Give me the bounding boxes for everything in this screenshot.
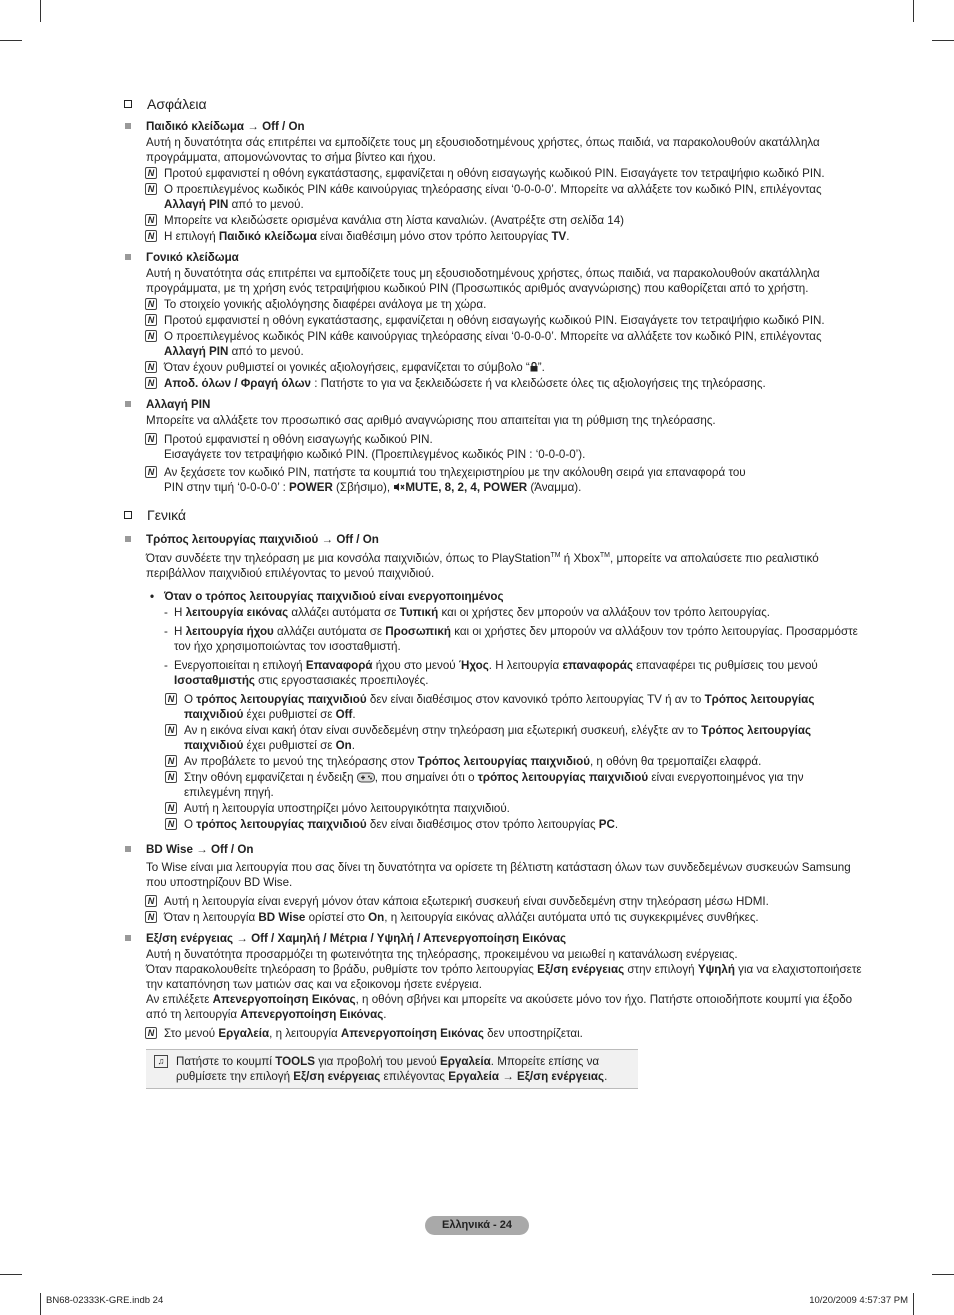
note-bold: On <box>335 739 352 752</box>
subsection-title: Αλλαγή PIN <box>146 398 211 411</box>
note-bold: Τρόπος λειτουργίας παιχνιδιού <box>417 755 590 768</box>
note-text: . <box>614 818 619 831</box>
note-text: Προτού εμφανιστεί η οθόνη εισαγωγής κωδικού PIN. <box>164 433 433 446</box>
dash-marker: - <box>164 625 168 638</box>
note <box>122 182 862 212</box>
note <box>122 360 862 375</box>
dash-item <box>122 624 862 654</box>
dash-text: Η <box>174 606 186 619</box>
note-icon: N <box>145 433 157 445</box>
note-icon: N <box>165 802 177 814</box>
dash-bold: λειτουργία ήχου <box>185 625 274 638</box>
note-bold: POWER <box>289 481 333 494</box>
dash-text: και οι χρήστες δεν μπορούν να αλλάξουν τον τρόπο λειτουργίας. Προσαρμόστε τον ήχο χρησιμοποιώντας τον ισοσταθμιστή. <box>174 625 858 653</box>
dash-text: Ενεργοποιείται η επιλογή <box>174 659 306 672</box>
note <box>122 376 862 391</box>
dash-item <box>122 605 862 620</box>
paragraph-bold: Υψηλή <box>697 963 735 976</box>
note-icon: N <box>165 771 177 783</box>
paragraph-text: Αυτή η δυνατότητα προσαρμόζει τη φωτεινότητα της τηλεόρασης, προκειμένου να μειωθεί η κατανάλωση ενέργειας. <box>146 948 738 961</box>
note-bold: Αποδ. όλων / Φραγή όλων <box>164 377 311 390</box>
note-text: Αυτή η λειτουργία υποστηρίζει μόνο λειτουργικότητα παιχνιδιού. <box>184 802 510 815</box>
square-bullet-icon <box>125 401 131 407</box>
paragraph <box>122 551 862 581</box>
tip-text: . <box>604 1070 608 1083</box>
paragraph: Μπορείτε να αλλάξετε τον προσωπικό σας αριθμό αναγνώρισης που απαιτείται για τη ρύθμιση της τηλεόρασης. <box>146 414 716 427</box>
dash-text: . Η λειτουργία <box>488 659 563 672</box>
tip-text: Πατήστε το κουμπί <box>176 1055 276 1068</box>
note <box>122 910 862 925</box>
section-heading-general <box>122 506 862 524</box>
note-text: Το στοιχείο γονικής αξιολόγησης διαφέρει ανάλογα με τη χώρα. <box>164 298 487 311</box>
dash-text: στις εργοστασιακές προεπιλογές. <box>254 674 429 687</box>
crop-mark <box>932 40 954 41</box>
subsection-bd-wise <box>122 842 862 857</box>
tip-text: επιλέγοντας <box>380 1070 449 1083</box>
note-icon: N <box>145 314 157 326</box>
paragraph: Το Wise είναι μια λειτουργία που σας δίνει τη δυνατότητα να ορίσετε τη βέλτιστη κατάσταση όλων των συνδεδεμένων συσκευών Samsung που υποστηρίζουν BD Wise. <box>146 861 851 889</box>
square-bullet-icon <box>125 536 131 542</box>
note-text: έχει ρυθμιστεί σε <box>243 739 336 752</box>
subsection-title: BD Wise → Off / On <box>146 843 254 856</box>
gamepad-icon <box>357 772 375 783</box>
subsection-child-lock <box>122 119 862 134</box>
note-text: Ο προεπιλεγμένος κωδικός PIN κάθε καινούργιας τηλεόρασης είναι ‘0-0-0-0’. Μπορείτε να αλλάξετε τον κωδικό PIN, επιλέγοντας <box>164 330 822 343</box>
note-icon: N <box>145 330 157 342</box>
note-icon: N <box>145 895 157 907</box>
paragraph-text: στην επιλογή <box>624 963 698 976</box>
note-text: Προτού εμφανιστεί η οθόνη εγκατάστασης, εμφανίζεται η οθόνη εισαγωγής κωδικού PIN. Εισαγάγετε τον τετραψήφιο κωδικό PIN. <box>164 167 825 180</box>
padlock-icon <box>530 362 538 372</box>
note-bold: Τρόπος λειτουργίας παιχνιδιού <box>184 724 812 752</box>
paragraph-text: , μπορείτε να απολαύσετε πιο ρεαλιστικό περιβάλλον παιχνιδιού επιλέγοντας το μενού παιχνιδιού. <box>146 552 819 580</box>
note-text: είναι διαθέσιμη μόνο στον τρόπο λειτουργίας <box>316 230 552 243</box>
note <box>122 313 862 328</box>
manual-page-content <box>122 95 862 1089</box>
note <box>122 1026 862 1041</box>
note <box>122 166 862 181</box>
note-icon: N <box>145 214 157 226</box>
note-text: δεν είναι διαθέσιμος στον κανονικό τρόπο λειτουργίας TV ή αν το <box>366 693 705 706</box>
note-text: Ο προεπιλεγμένος κωδικός PIN κάθε καινούργιας τηλεόρασης είναι ‘0-0-0-0’. Μπορείτε να αλλάξετε τον κωδικό PIN, επιλέγοντας <box>164 183 822 196</box>
bullet-item <box>122 589 862 604</box>
note-text: , που σημαίνει ότι ο <box>374 771 478 784</box>
dash-item <box>122 658 862 688</box>
note-text: Προτού εμφανιστεί η οθόνη εγκατάστασης, εμφανίζεται η οθόνη εισαγωγής κωδικού PIN. Εισαγάγετε τον τετραψήφιο κωδικό PIN. <box>164 314 825 327</box>
paragraph: Αυτή η δυνατότητα σάς επιτρέπει να εμποδίζετε τους μη εξουσιοδοτημένους χρήστες, όπως παιδιά, να παρακολουθούν ακατάλληλα προγράμματα, με τη χρήση ενός τετραψήφιου κωδικού PIN (Προσωπικός αριθμός αναγνώρισης) που καθορίζεται από το χρήστη. <box>146 267 820 295</box>
note-text: Όταν έχουν ρυθμιστεί οι γονικές αξιολογήσεις, εμφανίζεται το σύμβολο “ <box>164 361 530 374</box>
note-text: (Άναμμα). <box>527 481 582 494</box>
note-text: ορίστεί στο <box>305 911 369 924</box>
note-text: Όταν η λειτουργία <box>164 911 259 924</box>
paragraph-text: Όταν παρακολουθείτε τηλεόραση το βράδυ, ρυθμίστε τον τρόπο λειτουργίας <box>146 963 538 976</box>
mute-icon <box>393 482 405 492</box>
note-bold: Εργαλεία <box>218 1027 270 1040</box>
note <box>122 229 862 244</box>
paragraph-text: . <box>383 1008 387 1021</box>
note-text: Αυτή η λειτουργία είναι ενεργή μόνον όταν κάποια εξωτερική συσκευή είναι συνδεδεμένη στην τηλεόραση μέσω HDMI. <box>164 895 769 908</box>
note-text: (Σβήσιμο), <box>332 481 394 494</box>
note-bold: TV <box>551 230 567 243</box>
tip-bold: Εργαλεία <box>439 1055 491 1068</box>
tip-bold: Εξ/ση ενέργειας <box>293 1070 381 1083</box>
dash-bold: Προσωπική <box>385 625 451 638</box>
subsection-game-mode <box>122 532 862 547</box>
tip-text: . Μπορείτε επίσης να ρυθμίσετε την επιλογή <box>176 1055 600 1083</box>
note-text: Αν η εικόνα είναι κακή όταν είναι συνδεδεμένη στην τηλεόραση μια εξωτερική συσκευή, ελέγξτε αν το <box>184 724 702 737</box>
note-text: . <box>351 739 355 752</box>
note-bold: Αλλαγή PIN <box>164 198 229 211</box>
note-bold: BD Wise <box>258 911 306 924</box>
footer-datetime: 10/20/2009 4:57:37 PM <box>809 1295 908 1306</box>
note-text: Αν ξεχάσετε τον κωδικό PIN, πατήστε τα κουμπιά του τηλεχειριστηρίου με την ακόλουθη σειρά για επαναφορά του <box>164 466 746 479</box>
note-text: ”. <box>537 361 545 374</box>
note <box>122 754 862 769</box>
subsection-title: Τρόπος λειτουργίας παιχνιδιού → Off / On <box>146 533 379 546</box>
note <box>122 329 862 359</box>
note-bold: On <box>368 911 385 924</box>
tip-bold: Εργαλεία → Εξ/ση ενέργειας <box>448 1070 605 1083</box>
note-text: , η λειτουργία εικόνας αλλάζει αυτόματα υπό τις συγκεκριμένες συνθήκες. <box>384 911 759 924</box>
section-title: Γενικά <box>147 507 186 523</box>
dash-text: επαναφέρει τις ρυθμίσεις του μενού <box>632 659 818 672</box>
note-icon: N <box>145 167 157 179</box>
section-title: Ασφάλεια <box>147 96 207 112</box>
dash-text: Η <box>174 625 186 638</box>
paragraph <box>122 947 862 1022</box>
crop-mark <box>0 40 22 41</box>
note-text: Η επιλογή <box>164 230 219 243</box>
note-text: δεν είναι διαθέσιμος στον τρόπο λειτουργίας <box>366 818 599 831</box>
trademark: TM <box>599 552 611 560</box>
note-text: από το μενού. <box>228 198 304 211</box>
tools-icon: ♫ <box>154 1055 168 1068</box>
note-text: . <box>566 230 570 243</box>
note-text: , η λειτουργία <box>269 1027 341 1040</box>
note-icon: N <box>165 693 177 705</box>
note-bold: τρόπος λειτουργίας παιχνιδιού <box>196 818 367 831</box>
note-bold: Παιδικό κλείδωμα <box>218 230 317 243</box>
note <box>122 297 862 312</box>
bullet-dot: • <box>150 590 155 603</box>
note <box>122 894 862 909</box>
crop-mark <box>932 1274 954 1275</box>
tools-tip-box <box>146 1049 638 1089</box>
note <box>122 723 862 753</box>
page-number-badge: Ελληνικά - 24 <box>425 1216 529 1235</box>
note-bold: Τρόπος λειτουργίας παιχνιδιού <box>184 693 815 721</box>
note <box>122 213 862 228</box>
note-icon: N <box>145 230 157 242</box>
paragraph-bold: Εξ/ση ενέργειας <box>537 963 625 976</box>
paragraph-text: , η οθόνη σβήνει και μπορείτε να ακούσετε μόνο τον ήχο. Πατήστε οποιοδήποτε κουμπί για έξοδο από τη λειτουργία <box>146 993 853 1021</box>
note-text: Στο μενού <box>164 1027 219 1040</box>
note <box>122 692 862 722</box>
footer-file-name: BN68-02333K-GRE.indb 24 <box>46 1295 164 1306</box>
crop-mark <box>913 1293 914 1315</box>
note-icon: N <box>145 183 157 195</box>
note <box>122 817 862 832</box>
subsection-energy-saving <box>122 931 862 946</box>
note-text: Μπορείτε να κλειδώσετε ορισμένα κανάλια στη λίστα καναλιών. (Ανατρέξτε στη σελίδα 14) <box>164 214 625 227</box>
crop-mark <box>0 1274 22 1275</box>
square-bullet-icon <box>125 123 131 129</box>
paragraph-text: Αν επιλέξετε <box>146 993 213 1006</box>
dash-bold: Ισοσταθμιστής <box>174 674 255 687</box>
dash-bold: Επαναφορά <box>305 659 373 672</box>
checkbox-square-icon <box>124 511 132 519</box>
dash-text: αλλάζει αυτόματα σε <box>288 606 400 619</box>
square-bullet-icon <box>125 935 131 941</box>
note-bold: PC <box>598 818 615 831</box>
note-icon: N <box>145 466 157 478</box>
dash-bold: Ήχος <box>458 659 489 672</box>
note-text: PIN στην τιμή ‘0-0-0-0’ : <box>164 481 290 494</box>
note-text: είναι ενεργοποιημένος για την επιλεγμένη πηγή. <box>184 771 804 799</box>
dash-text: και οι χρήστες δεν μπορούν να αλλάξουν τον τρόπο λειτουργίας. <box>438 606 770 619</box>
subsection-change-pin <box>122 397 862 412</box>
subsection-parental-lock <box>122 250 862 265</box>
crop-mark <box>913 0 914 22</box>
paragraph-text: για να ελαχιστοποιήσετε την καταπόνηση των ματιών σας και να εξοικονομ ήσετε ενέργεια. <box>146 963 862 991</box>
note-text: , η οθόνη θα τρεμοπαίζει ελαφρά. <box>589 755 762 768</box>
note-text: . <box>352 708 356 721</box>
note-text: δεν υποστηρίζεται. <box>483 1027 583 1040</box>
note-bold: Απενεργοποίηση Εικόνας <box>340 1027 484 1040</box>
note-icon: N <box>165 724 177 736</box>
note-icon: N <box>145 377 157 389</box>
note-text: από το μενού. <box>228 345 304 358</box>
note-text: Στην οθόνη εμφανίζεται η ένδειξη <box>184 771 357 784</box>
note-bold: Off <box>335 708 353 721</box>
note-icon: N <box>145 911 157 923</box>
paragraph-text: Όταν συνδέετε την τηλεόραση με μια κονσόλα παιχνιδιών, όπως το PlayStation <box>146 552 551 565</box>
square-bullet-icon <box>125 846 131 852</box>
note-text: έχει ρυθμιστεί σε <box>243 708 336 721</box>
note-icon: N <box>145 1027 157 1039</box>
subsection-title: Γονικό κλείδωμα <box>146 251 239 264</box>
dash-bold: Τυπική <box>399 606 439 619</box>
paragraph: Αυτή η δυνατότητα σάς επιτρέπει να εμποδίζετε τους μη εξουσιοδοτημένους χρήστες, όπως παιδιά, να παρακολουθούν ακατάλληλα προγράμματα, απομονώνοντας το σήμα βίντεο και ήχου. <box>146 136 820 164</box>
note-bold: τρόπος λειτουργίας παιχνιδιού <box>196 693 367 706</box>
note-text: : Πατήστε το για να ξεκλειδώσετε ή να κλειδώσετε όλες τις αξιολογήσεις της τηλεόρασης. <box>310 377 766 390</box>
note-bold: τρόπος λειτουργίας παιχνιδιού <box>477 771 649 784</box>
crop-mark <box>40 0 41 22</box>
note <box>122 432 862 462</box>
dash-text: ήχου στο μενού <box>372 659 459 672</box>
note-text: Ο <box>184 818 197 831</box>
note-icon: N <box>145 361 157 373</box>
note <box>122 801 862 816</box>
note-text: Εισαγάγετε τον τετραψήφιο κωδικό PIN. (Προεπιλεγμένος κωδικός PIN : ‘0-0-0-0’). <box>164 448 586 461</box>
tip-bold: TOOLS <box>275 1055 315 1068</box>
note-text: Ο <box>184 693 197 706</box>
paragraph-text: ή Xbox <box>560 552 600 565</box>
note-text: Αν προβάλετε το μενού της τηλεόρασης στον <box>184 755 418 768</box>
note <box>122 770 862 800</box>
note-icon: N <box>165 818 177 830</box>
dash-bold: επαναφοράς <box>562 659 633 672</box>
square-bullet-icon <box>125 254 131 260</box>
trademark: TM <box>550 552 561 560</box>
subsection-title: Εξ/ση ενέργειας → Off / Χαμηλή / Μέτρια / Υψηλή / Απενεργοποίηση Εικόνας <box>146 932 567 945</box>
section-heading-security <box>122 95 862 113</box>
note-bold: Αλλαγή PIN <box>164 345 229 358</box>
note-bold: MUTE, 8, 2, 4, POWER <box>405 481 528 494</box>
tip-text: για προβολή του μενού <box>314 1055 440 1068</box>
bullet-text: Όταν ο τρόπος λειτουργίας παιχνιδιού είναι ενεργοποιημένος <box>164 590 504 603</box>
paragraph-bold: Απενεργοποίηση Εικόνας <box>212 993 356 1006</box>
dash-bold: λειτουργία εικόνας <box>185 606 289 619</box>
note <box>122 465 862 495</box>
paragraph-bold: Απενεργοποίηση Εικόνας <box>240 1008 384 1021</box>
dash-marker: - <box>164 606 168 619</box>
note-icon: N <box>145 298 157 310</box>
checkbox-square-icon <box>124 100 132 108</box>
subsection-title: Παιδικό κλείδωμα → Off / On <box>146 120 305 133</box>
dash-marker: - <box>164 659 168 672</box>
dash-text: αλλάζει αυτόματα σε <box>273 625 386 638</box>
note-icon: N <box>165 755 177 767</box>
crop-mark <box>40 1293 41 1315</box>
